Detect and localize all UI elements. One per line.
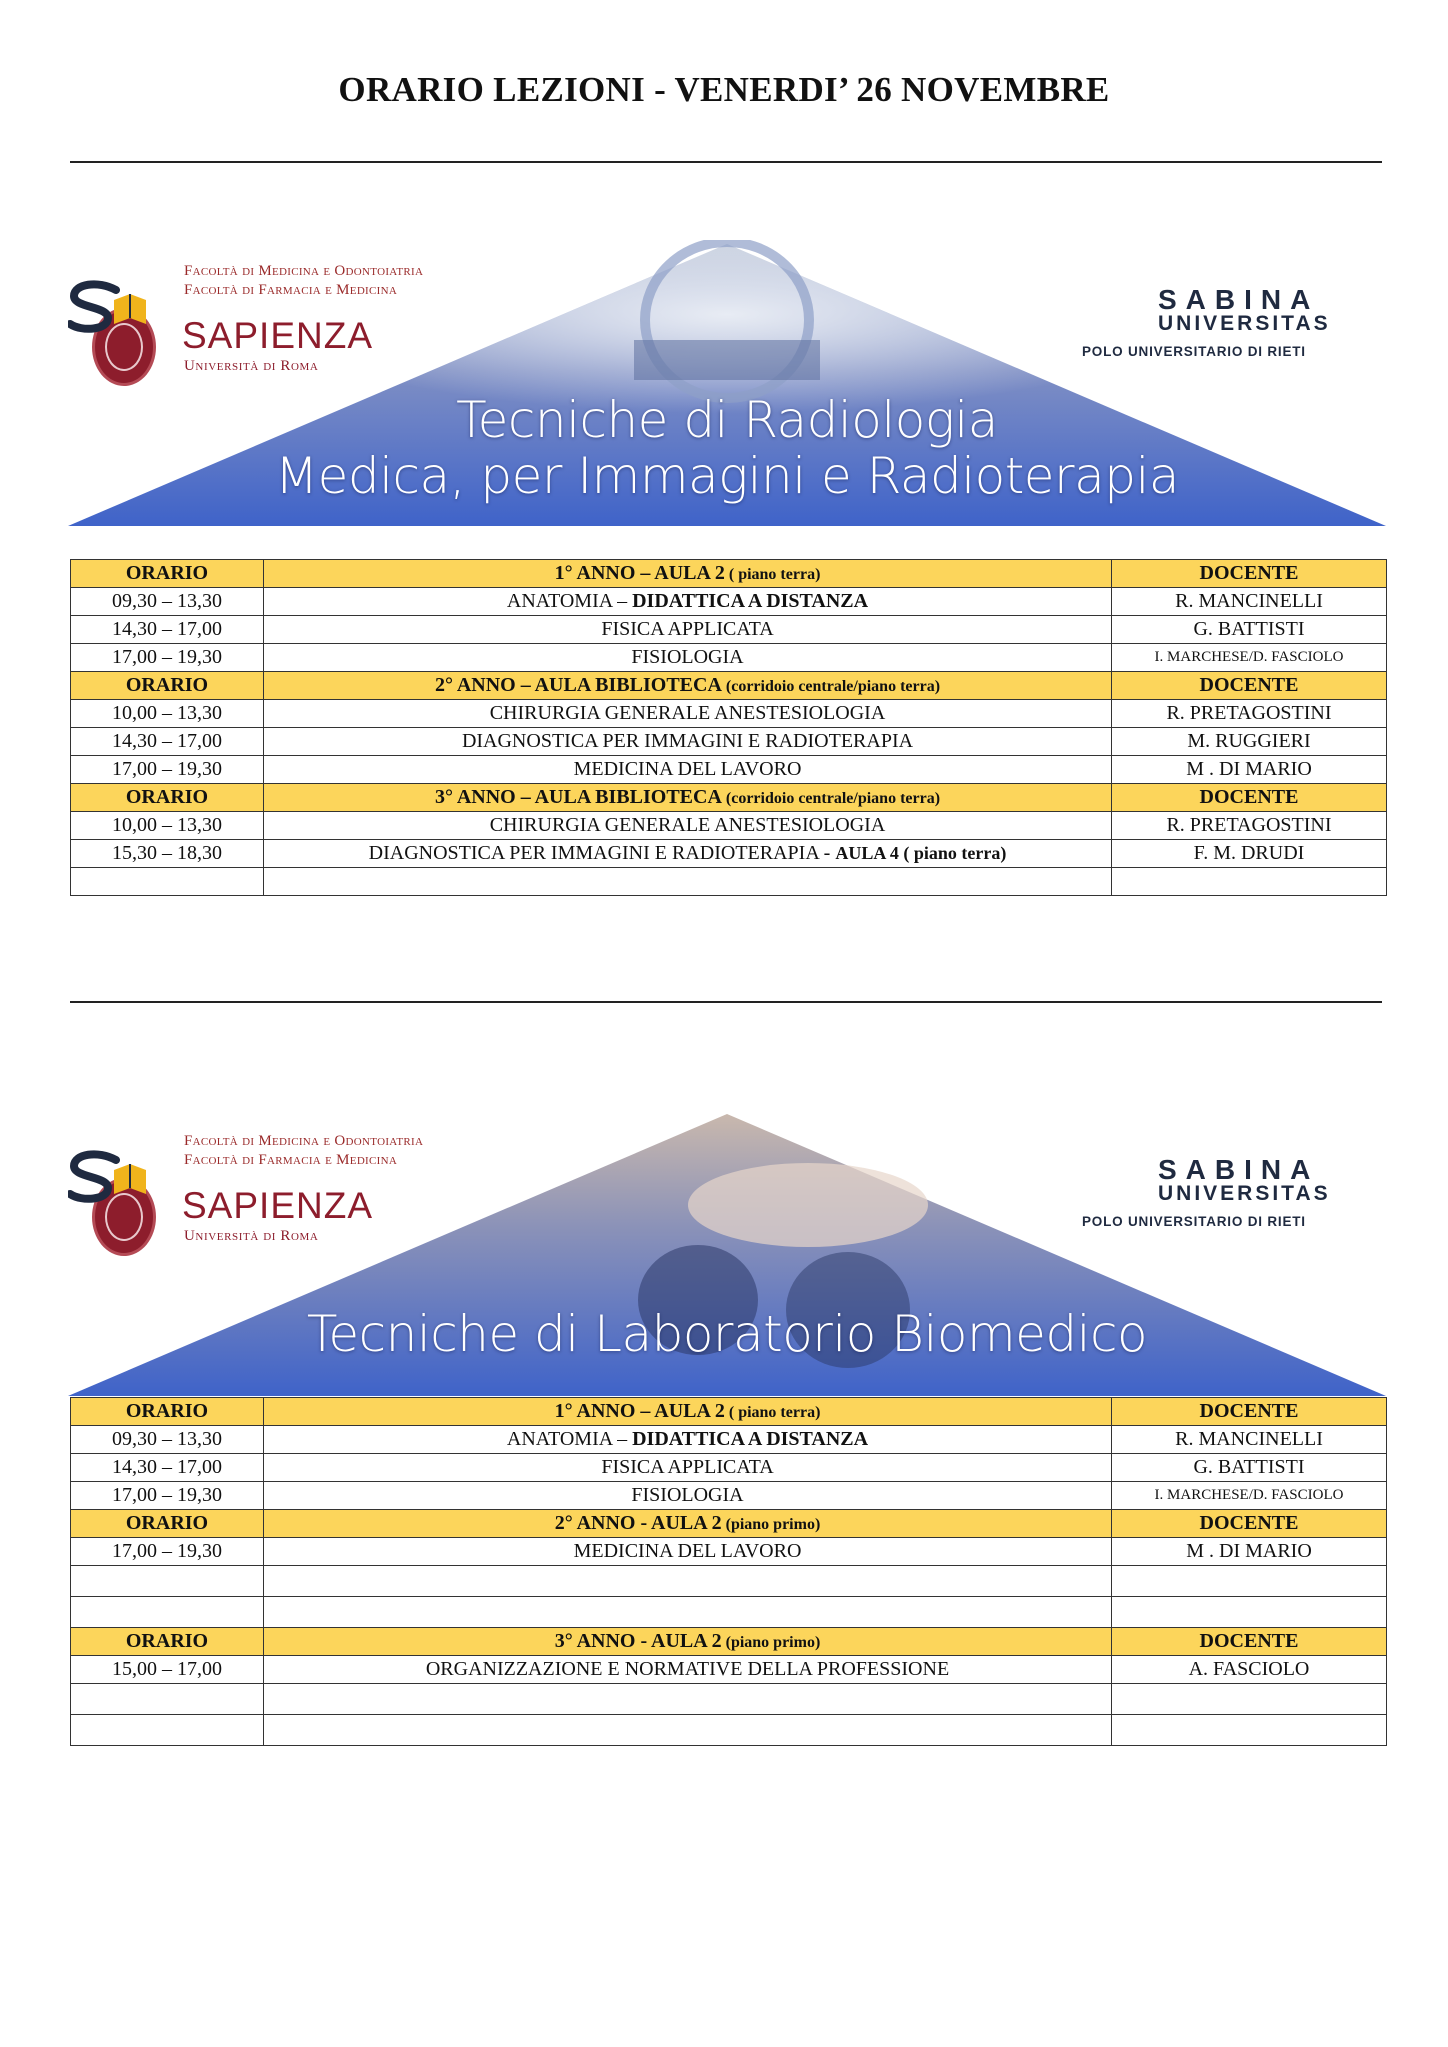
- table-row: [71, 700, 1387, 728]
- divider-top: [70, 161, 1382, 163]
- teacher-cell: R. MANCINELLI: [1112, 1426, 1387, 1454]
- schedule-table-laboratorio: [70, 1397, 1387, 1746]
- table-header-row: [71, 1628, 1387, 1656]
- sapienza-subtitle: Università di Roma: [184, 1228, 319, 1244]
- table-row: [71, 728, 1387, 756]
- table-row: [71, 1482, 1387, 1510]
- orario-header: ORARIO: [71, 784, 264, 812]
- time-cell: 17,00 – 19,30: [71, 1538, 264, 1566]
- teacher-cell: M . DI MARIO: [1112, 1538, 1387, 1566]
- subject-cell: ANATOMIA – DIDATTICA A DISTANZA: [264, 588, 1112, 616]
- year-header: 2° ANNO - AULA 2 (piano primo): [264, 1510, 1112, 1538]
- year-header: 2° ANNO – AULA BIBLIOTECA (corridoio centrale/piano terra): [264, 672, 1112, 700]
- subject-cell: DIAGNOSTICA PER IMMAGINI E RADIOTERAPIA: [264, 728, 1112, 756]
- year-header: 3° ANNO – AULA BIBLIOTECA (corridoio centrale/piano terra): [264, 784, 1112, 812]
- universitas-logo: UNIVERSITAS: [1158, 1182, 1331, 1205]
- time-cell: 09,30 – 13,30: [71, 1426, 264, 1454]
- teacher-cell: R. PRETAGOSTINI: [1112, 812, 1387, 840]
- teacher-cell: G. BATTISTI: [1112, 1454, 1387, 1482]
- faculty-line-2: Facoltà di Farmacia e Medicina: [184, 282, 398, 298]
- table-row: [71, 1538, 1387, 1566]
- table-row: [71, 1454, 1387, 1482]
- course-title-line-1: Tecniche di Radiologia: [456, 391, 998, 449]
- docente-header: DOCENTE: [1112, 784, 1387, 812]
- table-header-row: [71, 672, 1387, 700]
- empty-row: [71, 1566, 1387, 1597]
- time-cell: 14,30 – 17,00: [71, 616, 264, 644]
- empty-row: [71, 1684, 1387, 1715]
- teacher-cell: R. MANCINELLI: [1112, 588, 1387, 616]
- empty-row: [71, 868, 1387, 896]
- table-header-row: [71, 560, 1387, 588]
- docente-header: DOCENTE: [1112, 1510, 1387, 1538]
- docente-header: DOCENTE: [1112, 1398, 1387, 1426]
- banner-laboratorio: [68, 1110, 1386, 1396]
- table-row: [71, 1426, 1387, 1454]
- docente-header: DOCENTE: [1112, 560, 1387, 588]
- empty-row: [71, 1597, 1387, 1628]
- docente-header: DOCENTE: [1112, 672, 1387, 700]
- course-title: [68, 392, 1386, 504]
- faculty-line-1: Facoltà di Medicina e Odontoiatria: [184, 263, 424, 279]
- teacher-cell: I. MARCHESE/D. FASCIOLO: [1112, 644, 1387, 672]
- table-row: [71, 812, 1387, 840]
- time-cell: 15,00 – 17,00: [71, 1656, 264, 1684]
- page-title: ORARIO LEZIONI - VENERDI’ 26 NOVEMBRE: [338, 70, 1110, 109]
- time-cell: 15,30 – 18,30: [71, 840, 264, 868]
- time-cell: 09,30 – 13,30: [71, 588, 264, 616]
- year-header: 1° ANNO – AULA 2 ( piano terra): [264, 560, 1112, 588]
- subject-cell: MEDICINA DEL LAVORO: [264, 756, 1112, 784]
- sabina-logo: SABINA: [1158, 284, 1320, 315]
- teacher-cell: R. PRETAGOSTINI: [1112, 700, 1387, 728]
- time-cell: 14,30 – 17,00: [71, 1454, 264, 1482]
- orario-header: ORARIO: [71, 1510, 264, 1538]
- subject-cell: CHIRURGIA GENERALE ANESTESIOLOGIA: [264, 700, 1112, 728]
- empty-row: [71, 1715, 1387, 1746]
- table-header-row: [71, 1510, 1387, 1538]
- subject-cell: DIAGNOSTICA PER IMMAGINI E RADIOTERAPIA - AULA 4 ( piano terra): [264, 840, 1112, 868]
- divider-middle: [70, 1001, 1382, 1003]
- teacher-cell: F. M. DRUDI: [1112, 840, 1387, 868]
- time-cell: 17,00 – 19,30: [71, 1482, 264, 1510]
- faculty-line-1: Facoltà di Medicina e Odontoiatria: [184, 1133, 424, 1149]
- year-header: 1° ANNO – AULA 2 ( piano terra): [264, 1398, 1112, 1426]
- time-cell: 10,00 – 13,30: [71, 700, 264, 728]
- course-title: [68, 1306, 1386, 1362]
- time-cell: 10,00 – 13,30: [71, 812, 264, 840]
- teacher-cell: A. FASCIOLO: [1112, 1656, 1387, 1684]
- year-header: 3° ANNO - AULA 2 (piano primo): [264, 1628, 1112, 1656]
- sapienza-logo: SAPIENZA: [182, 315, 373, 356]
- faculty-line-2: Facoltà di Farmacia e Medicina: [184, 1152, 398, 1168]
- banner-radiologia: [68, 240, 1386, 526]
- sabina-book-icon: [68, 280, 158, 336]
- polo-rieti-label: POLO UNIVERSITARIO DI RIETI: [1082, 1214, 1306, 1229]
- sabina-book-icon: [68, 1150, 158, 1206]
- docente-header: DOCENTE: [1112, 1628, 1387, 1656]
- course-title-line-2: Medica, per Immagini e Radioterapia: [274, 447, 1180, 505]
- teacher-cell: M . DI MARIO: [1112, 756, 1387, 784]
- course-title-line-1: Tecniche di Laboratorio Biomedico: [306, 1305, 1148, 1363]
- polo-rieti-label: POLO UNIVERSITARIO DI RIETI: [1082, 344, 1306, 359]
- sabina-logo: SABINA: [1158, 1154, 1320, 1185]
- table-header-row: [71, 784, 1387, 812]
- subject-cell: ORGANIZZAZIONE E NORMATIVE DELLA PROFESSIONE: [264, 1656, 1112, 1684]
- time-cell: 17,00 – 19,30: [71, 756, 264, 784]
- table-row: [71, 588, 1387, 616]
- subject-cell: MEDICINA DEL LAVORO: [264, 1538, 1112, 1566]
- schedule-table-radiologia: [70, 559, 1387, 896]
- table-row: [71, 840, 1387, 868]
- universitas-logo: UNIVERSITAS: [1158, 312, 1331, 335]
- time-cell: 14,30 – 17,00: [71, 728, 264, 756]
- teacher-cell: G. BATTISTI: [1112, 616, 1387, 644]
- table-row: [71, 644, 1387, 672]
- orario-header: ORARIO: [71, 1628, 264, 1656]
- sapienza-subtitle: Università di Roma: [184, 358, 319, 374]
- subject-cell: FISIOLOGIA: [264, 1482, 1112, 1510]
- table-row: [71, 616, 1387, 644]
- orario-header: ORARIO: [71, 1398, 264, 1426]
- subject-cell: ANATOMIA – DIDATTICA A DISTANZA: [264, 1426, 1112, 1454]
- orario-header: ORARIO: [71, 560, 264, 588]
- subject-cell: FISIOLOGIA: [264, 644, 1112, 672]
- time-cell: 17,00 – 19,30: [71, 644, 264, 672]
- subject-cell: FISICA APPLICATA: [264, 1454, 1112, 1482]
- orario-header: ORARIO: [71, 672, 264, 700]
- table-header-row: [71, 1398, 1387, 1426]
- subject-cell: CHIRURGIA GENERALE ANESTESIOLOGIA: [264, 812, 1112, 840]
- subject-cell: FISICA APPLICATA: [264, 616, 1112, 644]
- table-row: [71, 756, 1387, 784]
- teacher-cell: M. RUGGIERI: [1112, 728, 1387, 756]
- sapienza-logo: SAPIENZA: [182, 1185, 373, 1226]
- table-row: [71, 1656, 1387, 1684]
- teacher-cell: I. MARCHESE/D. FASCIOLO: [1112, 1482, 1387, 1510]
